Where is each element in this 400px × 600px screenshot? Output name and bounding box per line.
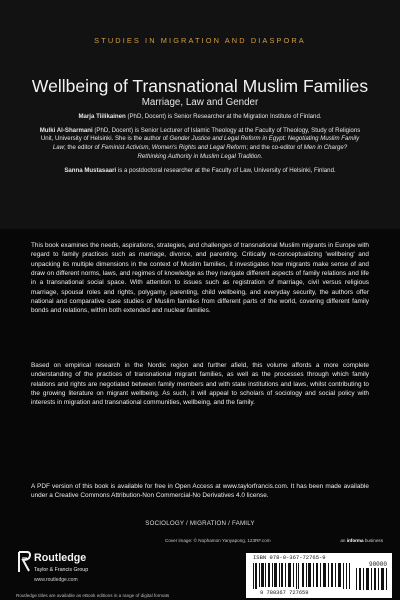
cover-header [0, 0, 400, 229]
informa-prefix: an [340, 538, 347, 543]
publisher-name: Routledge [34, 552, 87, 564]
author-biography-text: ; the editor of [64, 144, 102, 152]
author-biography-text: (PhD, Docent) is Senior Lecturer of Islamic Theology at the Faculty of Theology, Study of Religions Unit, University of Helsinki. She is the author of [40, 126, 361, 143]
open-access-note: A PDF version of this book is available for free in Open Access at www.taylorfrancis.com. It has been made available under a Creative Commons Attribution-Non Commercial-No Derivatives 4.0 license. [31, 483, 369, 500]
author-book-title: Gender Justice and Legal Reform in Egypt: Negotiating Muslim Family Law [52, 135, 360, 152]
author-book-title: Men in Charge? Rethinking Authority in Muslim Legal Tradition [137, 144, 348, 160]
book-description-paragraph: Based on empirical research in the Nordic region and further afield, this volume affords a more complete understanding of the practices of transnational migrant families, as well as the processes through which family relations and rights are negotiated between family members and with state institutions and laws, whilst contributing to the growing literature on migrant wellbeing. As such, it will appeal to scholars of sociology and social policy with interests in migration and transnational communities, wellbeing, and the family. [31, 362, 369, 407]
publisher-website: www.routledge.com [34, 577, 78, 583]
book-description-paragraph: This book examines the needs, aspirations, strategies, and challenges of transnational Muslim migrants in Europe with regard to family practices such as marriage, divorce, and parenting. Critically re-conceptualizing 'wellbeing' and unpacking its multiple dimensions in the context of Muslim families, it investigates how migrants make sense of and draw on different norms, laws, and regimes of knowledge as they navigate different aspects of family relations and life in a transnational social space. With attention to issues such as registration of marriage, civil versus religious marriage, spousal roles and rights, polygamy, parenting, child wellbeing, and everyday security, the authors offer national and comparative case studies of Muslim families from different parts of the world, covering different family bonds and relations, within both extended and nuclear families. [31, 242, 369, 315]
book-subtitle: Marriage, Law and Gender [141, 97, 259, 108]
author-entry [38, 127, 362, 162]
author-name: Mulki Al-Sharmani [39, 126, 93, 134]
publisher-imprint: Taylor & Francis Group [34, 567, 89, 573]
barcode-panel [246, 553, 392, 598]
book-title: Wellbeing of Transnational Muslim Families [31, 76, 369, 96]
barcode-number: 9 780367 727659 [260, 590, 309, 596]
author-biography-text: (PhD, Docent) is Senior Researcher at the Migration Institute of Finland. [125, 113, 322, 120]
author-book-title: Feminist Activism, Women's Rights and Legal Reform [101, 144, 247, 152]
author-name: Marja Tiilikainen [78, 113, 126, 120]
author-name: Sanna Mustasaari [64, 166, 117, 174]
author-biography-text: is a postdoctoral researcher at the Faculty of Law, University of Helsinki, Finland. [116, 166, 336, 174]
subject-categories: SOCIOLOGY / MIGRATION / FAMILY [145, 520, 255, 527]
routledge-logo-icon [17, 550, 32, 574]
informa-business-label [323, 538, 383, 543]
author-biographies [38, 113, 362, 180]
author-biography-text: ; and the co-editor of [246, 144, 304, 152]
author-entry [38, 167, 362, 176]
author-entry [38, 113, 362, 122]
isbn-barcode [253, 563, 351, 589]
author-biography-text: . [260, 152, 263, 160]
isbn-number: ISBN 978-0-367-72765-9 [253, 554, 326, 561]
series-title: STUDIES IN MIGRATION AND DIASPORA [94, 36, 306, 45]
informa-suffix: business [363, 538, 383, 543]
price-barcode [356, 568, 387, 590]
informa-name: informa [346, 538, 364, 543]
ebook-availability-note: Routledge titles are available as eBook editions in a range of digital formats [16, 593, 170, 598]
cover-image-credit: Cover image: © Nophamon Yanyapong, 123RF.com [165, 538, 271, 543]
barcode-price-code: 90000 [368, 561, 387, 568]
